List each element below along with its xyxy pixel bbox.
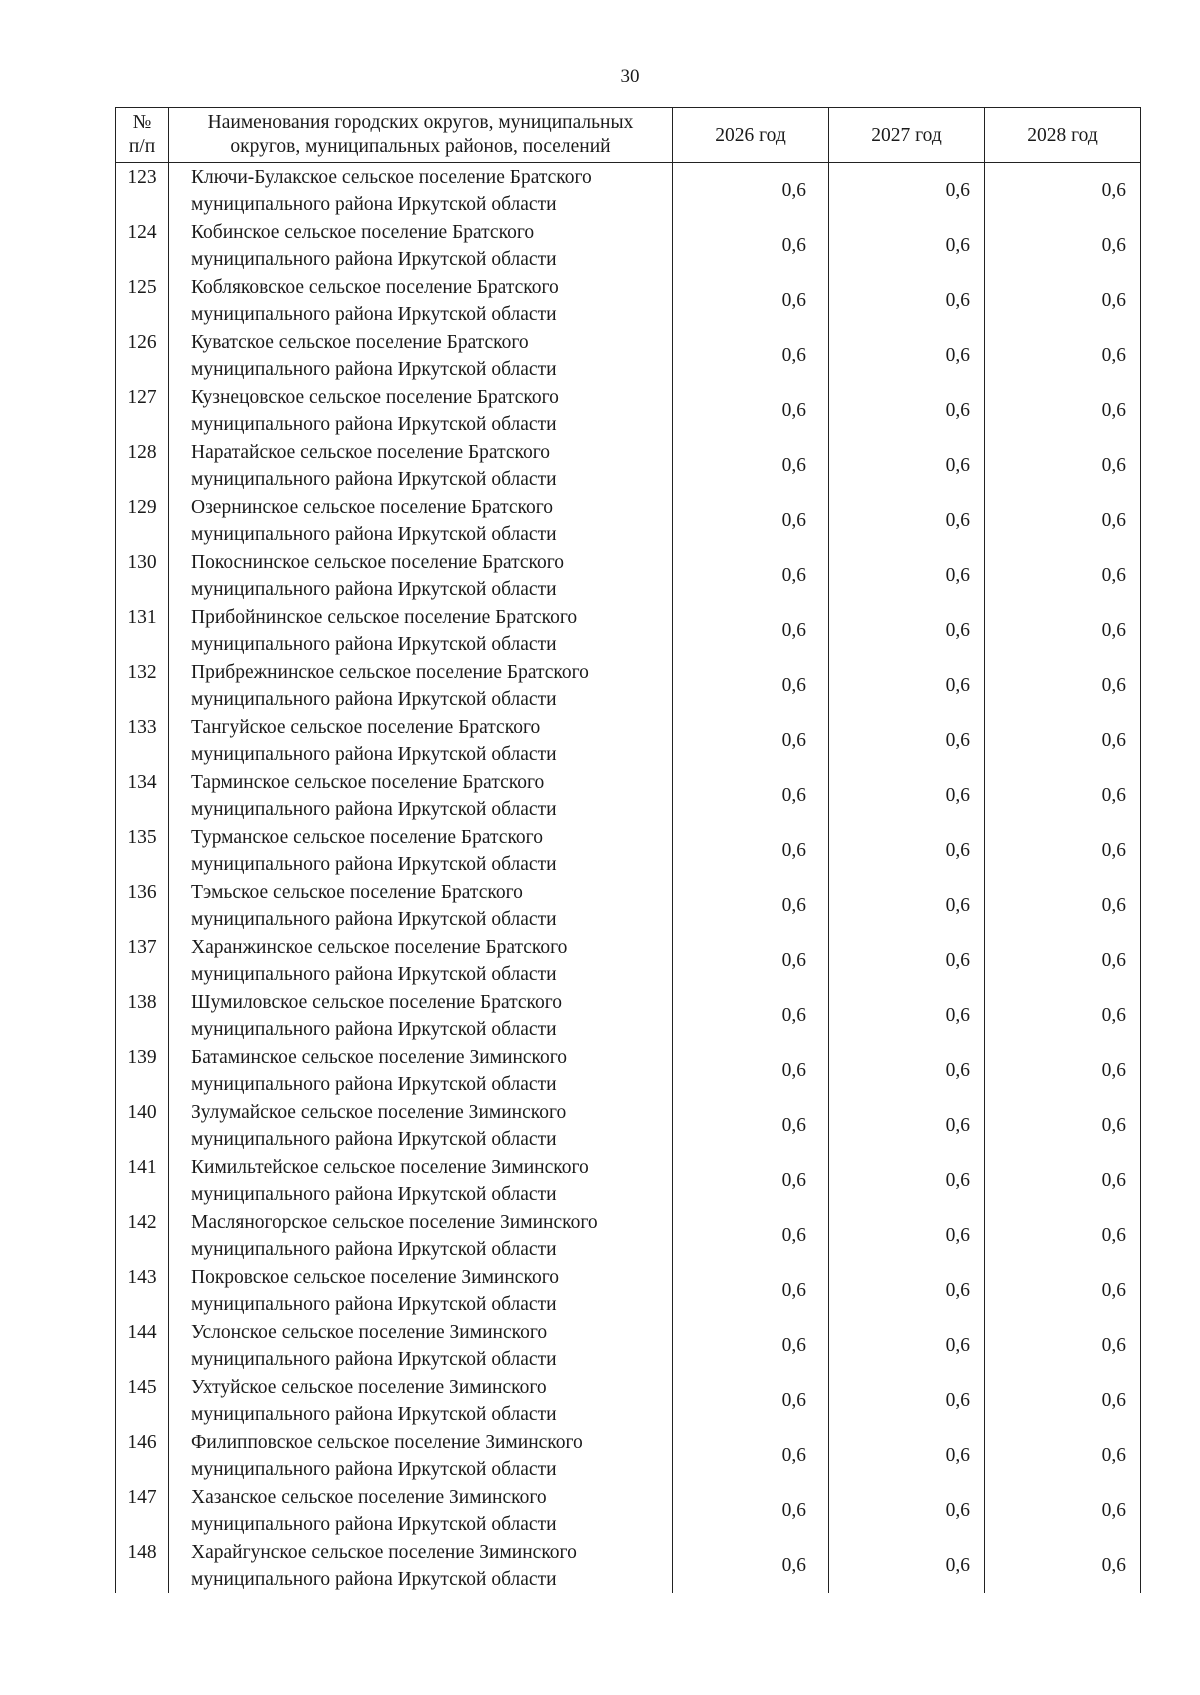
- table-row: [116, 1428, 1141, 1483]
- table-row: [116, 658, 1141, 713]
- row-name-line2: муниципального района Иркутской области: [191, 1239, 557, 1260]
- row-number: 124: [116, 218, 169, 273]
- row-value-2027: 0,6: [829, 1483, 985, 1538]
- row-number: 143: [116, 1263, 169, 1318]
- row-value-2026: 0,6: [673, 658, 829, 713]
- row-value-2028: 0,6: [985, 273, 1141, 328]
- row-name-line2: муниципального района Иркутской области: [191, 1294, 557, 1315]
- row-name: [169, 328, 673, 383]
- row-name-line1: Услонское сельское поселение Зиминского: [191, 1322, 548, 1343]
- row-value-2026: 0,6: [673, 163, 829, 219]
- row-value-2026: 0,6: [673, 988, 829, 1043]
- page-number: 30: [620, 66, 640, 87]
- row-name-line1: Турманское сельское поселение Братского: [191, 827, 543, 848]
- row-value-2027: 0,6: [829, 1373, 985, 1428]
- row-name-line2: муниципального района Иркутской области: [191, 304, 557, 325]
- row-value-2026: 0,6: [673, 1318, 829, 1373]
- row-value-2027: 0,6: [829, 383, 985, 438]
- row-name-line1: Батаминское сельское поселение Зиминского: [191, 1047, 568, 1068]
- row-value-2027: 0,6: [829, 1208, 985, 1263]
- row-value-2026: 0,6: [673, 768, 829, 823]
- row-name-line2: муниципального района Иркутской области: [191, 689, 557, 710]
- row-value-2028: 0,6: [985, 1373, 1141, 1428]
- row-value-2027: 0,6: [829, 1263, 985, 1318]
- row-number: 136: [116, 878, 169, 933]
- row-value-2027: 0,6: [829, 493, 985, 548]
- row-number: 131: [116, 603, 169, 658]
- row-value-2027: 0,6: [829, 1098, 985, 1153]
- row-number: 134: [116, 768, 169, 823]
- row-value-2028: 0,6: [985, 1208, 1141, 1263]
- row-name: [169, 548, 673, 603]
- header-year-2028: 2028 год: [985, 108, 1141, 163]
- row-value-2028: 0,6: [985, 823, 1141, 878]
- table-row: [116, 328, 1141, 383]
- row-value-2026: 0,6: [673, 1538, 829, 1593]
- table-body: [116, 163, 1141, 1594]
- row-value-2026: 0,6: [673, 383, 829, 438]
- row-value-2027: 0,6: [829, 658, 985, 713]
- row-name-line1: Озернинское сельское поселение Братского: [191, 497, 553, 518]
- row-number: 139: [116, 1043, 169, 1098]
- table-row: [116, 933, 1141, 988]
- row-name-line1: Куватское сельское поселение Братского: [191, 332, 529, 353]
- table-row: [116, 823, 1141, 878]
- row-name-line1: Прибрежнинское сельское поселение Братского: [191, 662, 589, 683]
- row-value-2026: 0,6: [673, 1373, 829, 1428]
- header-name-line1: Наименования городских округов, муниципальных: [207, 112, 634, 133]
- row-value-2028: 0,6: [985, 713, 1141, 768]
- row-value-2028: 0,6: [985, 1153, 1141, 1208]
- row-name-line2: муниципального района Иркутской области: [191, 964, 557, 985]
- table-row: [116, 1318, 1141, 1373]
- row-name-line2: муниципального района Иркутской области: [191, 799, 557, 820]
- row-name-line2: муниципального района Иркутской области: [191, 1184, 557, 1205]
- row-name-line2: муниципального района Иркутской области: [191, 579, 557, 600]
- row-name: [169, 218, 673, 273]
- row-number: 148: [116, 1538, 169, 1593]
- row-value-2028: 0,6: [985, 658, 1141, 713]
- row-number: 142: [116, 1208, 169, 1263]
- row-name-line2: муниципального района Иркутской области: [191, 1349, 557, 1370]
- row-value-2026: 0,6: [673, 933, 829, 988]
- row-name: [169, 988, 673, 1043]
- row-number: 138: [116, 988, 169, 1043]
- row-name-line2: муниципального района Иркутской области: [191, 1514, 557, 1535]
- row-name-line1: Покоснинское сельское поселение Братского: [191, 552, 565, 573]
- row-name-line1: Шумиловское сельское поселение Братского: [191, 992, 563, 1013]
- row-name: [169, 163, 673, 219]
- row-value-2026: 0,6: [673, 493, 829, 548]
- row-name-line2: муниципального района Иркутской области: [191, 909, 557, 930]
- row-name: [169, 1098, 673, 1153]
- row-name-line2: муниципального района Иркутской области: [191, 854, 557, 875]
- row-number: 128: [116, 438, 169, 493]
- row-name-line1: Кимильтейское сельское поселение Зиминского: [191, 1157, 589, 1178]
- row-value-2027: 0,6: [829, 438, 985, 493]
- row-value-2028: 0,6: [985, 163, 1141, 219]
- row-name-line2: муниципального района Иркутской области: [191, 744, 557, 765]
- row-name: [169, 933, 673, 988]
- row-number: 137: [116, 933, 169, 988]
- table-row: [116, 493, 1141, 548]
- row-name: [169, 383, 673, 438]
- row-name-line1: Харанжинское сельское поселение Братского: [191, 937, 568, 958]
- row-name: [169, 1428, 673, 1483]
- row-value-2027: 0,6: [829, 548, 985, 603]
- table-row: [116, 1373, 1141, 1428]
- allocation-table: [115, 107, 1141, 1593]
- row-name: [169, 273, 673, 328]
- header-row: [116, 108, 1141, 163]
- row-value-2027: 0,6: [829, 1043, 985, 1098]
- row-value-2028: 0,6: [985, 1263, 1141, 1318]
- header-name-line2: округов, муниципальных районов, поселений: [230, 136, 611, 157]
- row-name-line2: муниципального района Иркутской области: [191, 469, 557, 490]
- row-name-line1: Кобляковское сельское поселение Братского: [191, 277, 559, 298]
- row-value-2027: 0,6: [829, 1318, 985, 1373]
- table-row: [116, 1098, 1141, 1153]
- row-number: 132: [116, 658, 169, 713]
- table-row: [116, 1538, 1141, 1593]
- row-number: 130: [116, 548, 169, 603]
- table-row: [116, 988, 1141, 1043]
- row-value-2026: 0,6: [673, 713, 829, 768]
- row-value-2026: 0,6: [673, 273, 829, 328]
- table-row: [116, 1153, 1141, 1208]
- row-name-line1: Зулумайское сельское поселение Зиминского: [191, 1102, 567, 1123]
- header-number-abbrev: п/п: [128, 136, 156, 157]
- row-name: [169, 1373, 673, 1428]
- row-value-2027: 0,6: [829, 328, 985, 383]
- row-number: 147: [116, 1483, 169, 1538]
- row-value-2026: 0,6: [673, 1208, 829, 1263]
- header-name: [169, 108, 673, 163]
- table-row: [116, 273, 1141, 328]
- row-value-2026: 0,6: [673, 218, 829, 273]
- table-row: [116, 383, 1141, 438]
- row-value-2028: 0,6: [985, 1483, 1141, 1538]
- row-value-2027: 0,6: [829, 1428, 985, 1483]
- row-value-2028: 0,6: [985, 328, 1141, 383]
- row-name-line1: Тарминское сельское поселение Братского: [191, 772, 545, 793]
- row-name-line2: муниципального района Иркутской области: [191, 1019, 557, 1040]
- row-value-2027: 0,6: [829, 1538, 985, 1593]
- table-header: [116, 108, 1141, 163]
- row-value-2027: 0,6: [829, 218, 985, 273]
- header-year-2027: 2027 год: [829, 108, 985, 163]
- row-name-line2: муниципального района Иркутской области: [191, 194, 557, 215]
- row-name-line2: муниципального района Иркутской области: [191, 634, 557, 655]
- row-value-2028: 0,6: [985, 1318, 1141, 1373]
- row-value-2026: 0,6: [673, 1263, 829, 1318]
- row-name-line1: Тэмьское сельское поселение Братского: [191, 882, 523, 903]
- row-name: [169, 1538, 673, 1593]
- row-name: [169, 1208, 673, 1263]
- row-value-2027: 0,6: [829, 1153, 985, 1208]
- row-name: [169, 713, 673, 768]
- row-name-line1: Ключи-Булакское сельское поселение Братского: [191, 167, 592, 188]
- row-value-2028: 0,6: [985, 1428, 1141, 1483]
- row-name: [169, 1263, 673, 1318]
- row-name: [169, 1043, 673, 1098]
- row-name-line1: Прибойнинское сельское поселение Братского: [191, 607, 578, 628]
- row-number: 133: [116, 713, 169, 768]
- table-row: [116, 713, 1141, 768]
- row-name: [169, 1153, 673, 1208]
- row-value-2026: 0,6: [673, 603, 829, 658]
- row-name-line1: Наратайское сельское поселение Братского: [191, 442, 550, 463]
- header-year-2026: 2026 год: [673, 108, 829, 163]
- row-name: [169, 823, 673, 878]
- row-value-2026: 0,6: [673, 548, 829, 603]
- row-value-2026: 0,6: [673, 878, 829, 933]
- row-name: [169, 768, 673, 823]
- row-number: 127: [116, 383, 169, 438]
- table-row: [116, 878, 1141, 933]
- table-row: [116, 768, 1141, 823]
- row-value-2028: 0,6: [985, 548, 1141, 603]
- table-row: [116, 1208, 1141, 1263]
- row-number: 146: [116, 1428, 169, 1483]
- row-value-2026: 0,6: [673, 1483, 829, 1538]
- row-value-2026: 0,6: [673, 438, 829, 493]
- row-value-2027: 0,6: [829, 933, 985, 988]
- row-number: 140: [116, 1098, 169, 1153]
- row-name-line1: Хазанское сельское поселение Зиминского: [191, 1487, 547, 1508]
- row-name: [169, 493, 673, 548]
- row-name-line2: муниципального района Иркутской области: [191, 1404, 557, 1425]
- table-row: [116, 1483, 1141, 1538]
- row-name: [169, 878, 673, 933]
- table-row: [116, 438, 1141, 493]
- row-name: [169, 658, 673, 713]
- row-value-2028: 0,6: [985, 933, 1141, 988]
- row-name-line2: муниципального района Иркутской области: [191, 359, 557, 380]
- row-name-line1: Тангуйское сельское поселение Братского: [191, 717, 541, 738]
- row-name-line1: Кобинское сельское поселение Братского: [191, 222, 535, 243]
- row-number: 144: [116, 1318, 169, 1373]
- row-value-2028: 0,6: [985, 1098, 1141, 1153]
- row-name-line1: Ухтуйское сельское поселение Зиминского: [191, 1377, 547, 1398]
- row-name: [169, 1318, 673, 1373]
- row-number: 129: [116, 493, 169, 548]
- table-row: [116, 163, 1141, 219]
- row-value-2028: 0,6: [985, 438, 1141, 493]
- row-value-2026: 0,6: [673, 1043, 829, 1098]
- row-value-2026: 0,6: [673, 1428, 829, 1483]
- row-name-line2: муниципального района Иркутской области: [191, 1129, 557, 1150]
- table-row: [116, 603, 1141, 658]
- row-name-line2: муниципального района Иркутской области: [191, 524, 557, 545]
- row-number: 125: [116, 273, 169, 328]
- row-value-2028: 0,6: [985, 603, 1141, 658]
- row-value-2027: 0,6: [829, 603, 985, 658]
- row-value-2028: 0,6: [985, 1538, 1141, 1593]
- row-name: [169, 438, 673, 493]
- row-number: 123: [116, 163, 169, 219]
- row-value-2028: 0,6: [985, 768, 1141, 823]
- row-name-line1: Харайгунское сельское поселение Зиминского: [191, 1542, 577, 1563]
- row-value-2027: 0,6: [829, 713, 985, 768]
- table-row: [116, 1263, 1141, 1318]
- table-row: [116, 218, 1141, 273]
- row-number: 126: [116, 328, 169, 383]
- row-number: 141: [116, 1153, 169, 1208]
- row-value-2026: 0,6: [673, 823, 829, 878]
- table-row: [116, 1043, 1141, 1098]
- row-name-line2: муниципального района Иркутской области: [191, 1459, 557, 1480]
- row-value-2028: 0,6: [985, 878, 1141, 933]
- row-name-line1: Кузнецовское сельское поселение Братского: [191, 387, 559, 408]
- row-name-line2: муниципального района Иркутской области: [191, 1569, 557, 1590]
- row-value-2027: 0,6: [829, 768, 985, 823]
- row-value-2026: 0,6: [673, 1098, 829, 1153]
- row-name-line2: муниципального района Иркутской области: [191, 249, 557, 270]
- row-name-line2: муниципального района Иркутской области: [191, 1074, 557, 1095]
- row-value-2027: 0,6: [829, 823, 985, 878]
- row-value-2027: 0,6: [829, 878, 985, 933]
- row-value-2028: 0,6: [985, 493, 1141, 548]
- row-name-line1: Масляногорское сельское поселение Зиминского: [191, 1212, 598, 1233]
- row-value-2028: 0,6: [985, 218, 1141, 273]
- row-name-line1: Филипповское сельское поселение Зиминского: [191, 1432, 583, 1453]
- row-name: [169, 603, 673, 658]
- row-value-2026: 0,6: [673, 1153, 829, 1208]
- row-name: [169, 1483, 673, 1538]
- row-value-2027: 0,6: [829, 163, 985, 219]
- header-number: [116, 108, 169, 163]
- row-number: 145: [116, 1373, 169, 1428]
- row-name-line1: Покровское сельское поселение Зиминского: [191, 1267, 559, 1288]
- header-number-symbol: №: [132, 112, 152, 133]
- row-name-line2: муниципального района Иркутской области: [191, 414, 557, 435]
- row-value-2028: 0,6: [985, 988, 1141, 1043]
- table-row: [116, 548, 1141, 603]
- row-value-2027: 0,6: [829, 273, 985, 328]
- row-value-2028: 0,6: [985, 1043, 1141, 1098]
- row-value-2027: 0,6: [829, 988, 985, 1043]
- row-number: 135: [116, 823, 169, 878]
- row-value-2028: 0,6: [985, 383, 1141, 438]
- row-value-2026: 0,6: [673, 328, 829, 383]
